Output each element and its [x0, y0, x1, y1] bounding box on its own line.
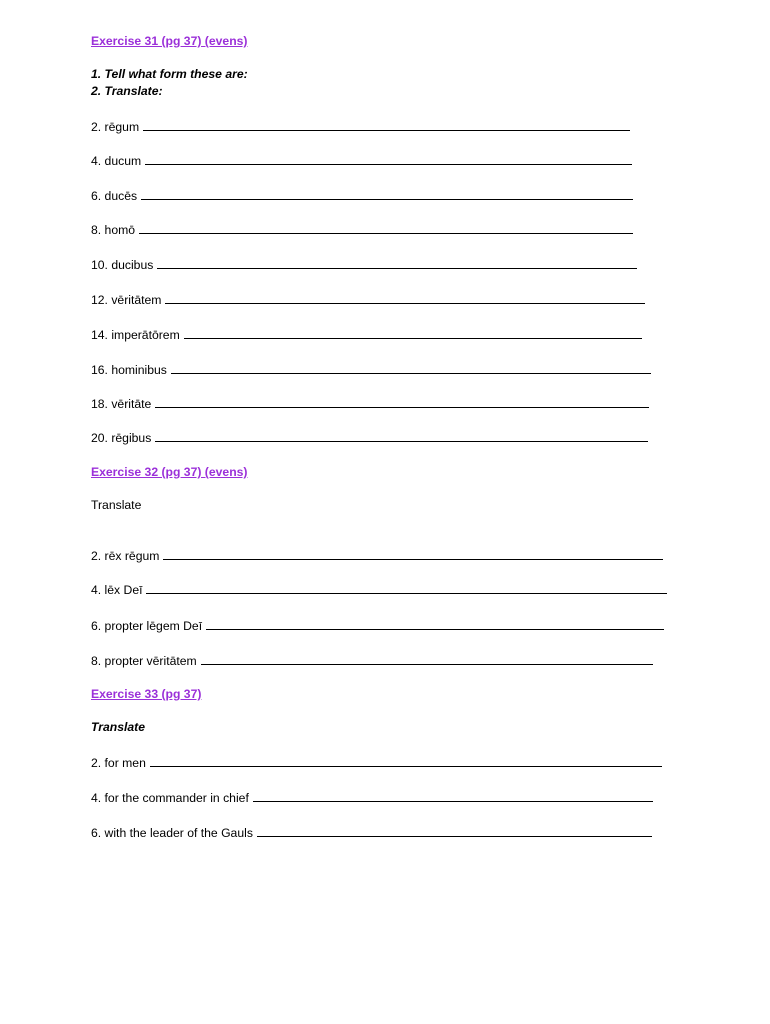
exercise-32-heading[interactable]: Exercise 32 (pg 37) (evens): [91, 465, 248, 479]
exercise-32-item: [91, 548, 663, 564]
item-label: 4. lēx Deī: [91, 583, 143, 597]
item-label: 2. rēgum: [91, 120, 140, 134]
exercise-32-item: [91, 618, 664, 634]
item-label: 14. imperātōrem: [91, 328, 180, 342]
answer-blank[interactable]: [155, 430, 648, 442]
exercise-31-item: [91, 188, 633, 204]
answer-blank[interactable]: [253, 790, 653, 802]
answer-blank[interactable]: [257, 825, 652, 837]
answer-blank[interactable]: [163, 548, 663, 560]
item-label: 4. ducum: [91, 154, 142, 168]
exercise-32-instruction: Translate: [91, 498, 142, 512]
exercise-31-item: [91, 257, 637, 273]
answer-blank[interactable]: [157, 257, 637, 269]
answer-blank[interactable]: [146, 582, 667, 594]
exercise-31-item: [91, 153, 632, 169]
item-label: 2. for men: [91, 756, 146, 770]
item-label: 16. hominibus: [91, 363, 167, 377]
item-label: 10. ducibus: [91, 258, 154, 272]
answer-blank[interactable]: [165, 292, 645, 304]
item-label: 20. rēgibus: [91, 431, 152, 445]
exercise-31-item: [91, 222, 633, 238]
exercise-33-item: [91, 825, 652, 841]
item-label: 8. propter vēritātem: [91, 654, 197, 668]
item-label: 6. ducēs: [91, 189, 138, 203]
item-label: 6. with the leader of the Gauls: [91, 826, 253, 840]
exercise-31-item: [91, 430, 648, 446]
exercise-31-item: [91, 292, 645, 308]
answer-blank[interactable]: [184, 327, 642, 339]
exercise-33-heading[interactable]: Exercise 33 (pg 37): [91, 687, 202, 701]
exercise-33-item: [91, 790, 653, 806]
answer-blank[interactable]: [155, 396, 649, 408]
answer-blank[interactable]: [171, 362, 651, 374]
item-label: 6. propter lēgem Deī: [91, 619, 203, 633]
item-label: 8. homō: [91, 223, 136, 237]
item-label: 2. rēx rēgum: [91, 549, 160, 563]
item-label: 4. for the commander in chief: [91, 791, 249, 805]
exercise-31-item: [91, 396, 649, 412]
exercise-31-instruction-2: 2. Translate:: [91, 84, 163, 98]
exercise-32-item: [91, 582, 667, 598]
exercise-31-heading[interactable]: Exercise 31 (pg 37) (evens): [91, 34, 248, 48]
exercise-31-item: [91, 119, 630, 135]
exercise-31-instruction-1: 1. Tell what form these are:: [91, 67, 248, 81]
exercise-31-item: [91, 327, 642, 343]
exercise-31-item: [91, 362, 651, 378]
item-label: 18. vēritāte: [91, 397, 152, 411]
exercise-33-instruction: Translate: [91, 720, 145, 734]
answer-blank[interactable]: [139, 222, 633, 234]
answer-blank[interactable]: [150, 755, 662, 767]
item-label: 12. vēritātem: [91, 293, 162, 307]
answer-blank[interactable]: [206, 618, 664, 630]
exercise-32-item: [91, 653, 653, 669]
answer-blank[interactable]: [201, 653, 653, 665]
answer-blank[interactable]: [145, 153, 632, 165]
answer-blank[interactable]: [141, 188, 633, 200]
exercise-33-item: [91, 755, 662, 771]
answer-blank[interactable]: [143, 119, 630, 131]
